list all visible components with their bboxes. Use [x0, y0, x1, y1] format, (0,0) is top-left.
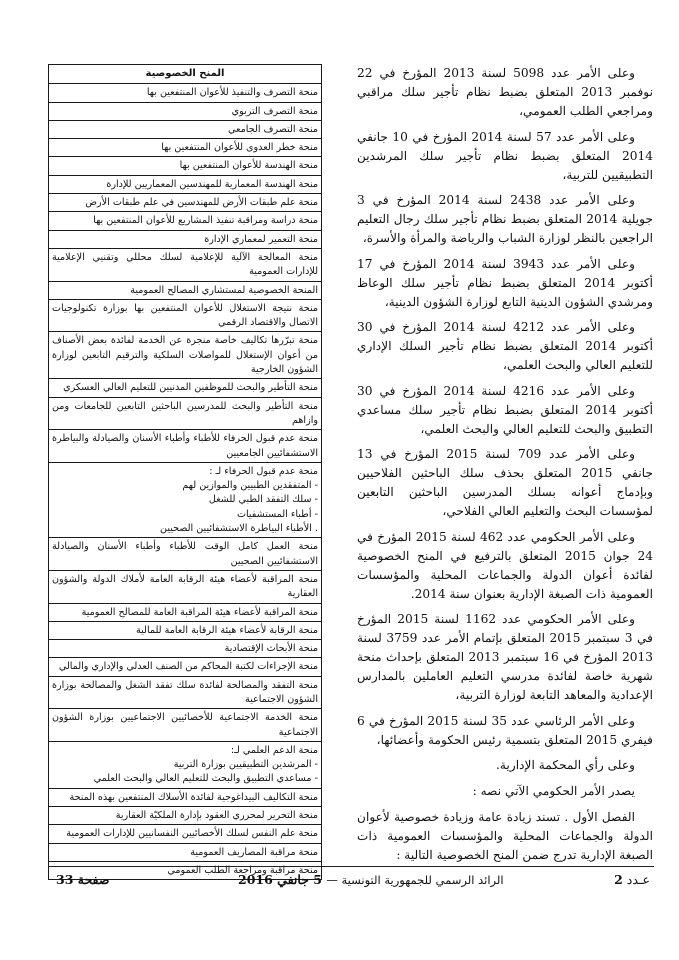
grant-name: منحة التعمير لمعماري الإدارة: [204, 233, 318, 245]
page-label: صفحة: [77, 872, 110, 887]
grant-cell: [49, 84, 322, 102]
grant-name: منحة علم النفس لسلك الأخصائيين النفسانيين للإدارات العمومية: [66, 828, 318, 840]
decree-paragraph: وعلى الأمر عدد 5098 لسنة 2013 المؤرخ في 22 نوفمبر 2013 المتعلق بضبط نظام تأجير سلك مراقبي ومراجعي الطلب العمومي،: [357, 66, 653, 118]
grant-cell: [49, 621, 322, 639]
grant-name: منحة الدعم العلمي لـ:: [230, 744, 318, 756]
table-row: [49, 538, 322, 571]
grant-name: منحة الهندسة المعمارية للمهندسين المعماريين للإدارة: [106, 178, 318, 190]
issue-value: 2: [614, 872, 623, 887]
grant-name: منحة العمل كامل الوقت للأطباء وأطباء الأسنان والصيادلة الاستشفائيين الصحيين: [52, 541, 318, 567]
grant-name: منحة عدم قبول الحرفاء للأطباء وأطباء الأسنان والصيادلة والبياطرة الاستشفائيين الجامعيين: [52, 433, 318, 459]
grant-cell: [49, 379, 322, 397]
footer-divider: [48, 866, 654, 867]
table-row: [49, 379, 322, 397]
grant-cell: [49, 194, 322, 212]
page-number: [56, 872, 109, 887]
issue-date: 5 جانفي 2016: [238, 872, 322, 887]
grant-name: منحة الرقابة لأعضاء هيئة الرقابة العامة للمالية: [136, 624, 318, 636]
grant-name: المنحة الخصوصية لمستشاري المصالح العمومية: [130, 284, 318, 296]
table-row: [49, 825, 322, 843]
page-value: 33: [56, 872, 74, 887]
grant-name: منحة الهندسة للأعوان المنتفعين بها: [179, 160, 318, 172]
table-row: [49, 603, 322, 621]
table-row: [49, 658, 322, 676]
table-header-row: [49, 65, 322, 84]
grant-cell: [49, 212, 322, 230]
table-row: [49, 212, 322, 230]
special-grants-table: [48, 64, 322, 880]
grant-cell: [49, 157, 322, 175]
grant-name: منحة علم طبقات الأرض للمهندسين في علم طبقات الأرض: [85, 197, 318, 209]
table-row: [49, 788, 322, 806]
journal-masthead: [238, 872, 504, 887]
grant-cell: [49, 102, 322, 120]
grant-name: منحة الأبحاث الإقتصادية: [224, 643, 318, 655]
grant-name: منحة التأطير والبحث للمدرسين الباحثين التابعين للجامعات ومن وازاهم: [52, 400, 318, 426]
journal-title: الرائد الرسمي للجمهورية التونسية —: [326, 873, 504, 887]
grant-cell: [49, 570, 322, 603]
decree-paragraph: وعلى الأمر عدد 4216 لسنة 2014 المؤرخ في 30 أكتوبر 2014 المتعلق بضبط نظام تأجير سلك مساعدي التطبيق والبحث للتعليم العالي والبحث العلمي،: [357, 383, 653, 436]
table-header: المنح الخصوصية: [49, 65, 322, 84]
decree-paragraph: الفصل الأول . تسند زيادة عامة وزيادة خصوصية لأعوان الدولة والجماعات المحلية والمؤسسات العمومية ذات الصبغة الإدارية تدرج ضمن المنح الخصوصية التالية :: [357, 810, 653, 862]
grant-cell: [49, 139, 322, 157]
grant-cell: [49, 397, 322, 430]
grant-cell: [49, 843, 322, 861]
grant-cell: [49, 230, 322, 248]
grant-cell: [49, 248, 322, 281]
grant-beneficiary: - مساعدي التطبيق والبحث للتعليم العالي والبحث العلمي: [93, 773, 318, 785]
grant-cell: [49, 807, 322, 825]
grant-name: منحة دراسة ومراقبة تنفيذ المشاريع للأعوان المنتفعين بها: [93, 215, 318, 227]
decree-text-column: [357, 64, 653, 872]
table-row: [49, 640, 322, 658]
grant-cell: [49, 299, 322, 332]
decree-paragraph: وعلى الأمر الحكومي عدد 462 لسنة 2015 المؤرخ في 24 جوان 2015 المتعلق بالترفيع في المنح الخصوصية لفائدة أعوان الدولة والجماعات المحلية والمؤسسات العمومية ذات الصبغة الإدارية بعنوان سنة 2014.: [357, 529, 653, 601]
grant-cell: [49, 603, 322, 621]
grant-cell: [49, 538, 322, 571]
decree-paragraph: وعلى الأمر عدد 2438 لسنة 2014 المؤرخ في 3 جويلية 2014 المتعلق بضبط نظام تأجير سلك رجال التعليم الراجعين بالنظر لوزارة الشباب والرياضة والمرأة والأسرة،: [357, 193, 654, 245]
table-row: [49, 84, 322, 102]
grant-name: منحة التصرف والتنفيذ للأعوان المنتفعين بها: [146, 87, 318, 99]
table-row: [49, 230, 322, 248]
grant-name: منحة مراقبة المصاريف العمومية: [190, 846, 318, 858]
table-row: [49, 397, 322, 430]
grant-name: منحة المعالجة الآلية للإعلامية لسلك محللي وتقنيي الإعلامية للإدارات العمومية: [52, 251, 318, 278]
grant-name: منحة المراقبة لأعضاء هيئة الرقابة العامة لأملاك الدولة والشؤون العقارية: [52, 573, 318, 600]
table-row: [49, 332, 322, 379]
grant-beneficiary: - سلك التفقد الطبي للشغل: [208, 494, 318, 506]
table-row: [49, 676, 322, 709]
grant-name: منحة الخدمة الاجتماعية للأخصائيين الاجتماعيين بوزارة الشؤون الاجتماعية: [52, 712, 318, 738]
decree-paragraph: وعلى الأمر الرئاسي عدد 35 لسنة 2015 المؤرخ في 6 فيفري 2015 المتعلق بتسمية رئيس الحكومة وأعضائها،: [357, 713, 653, 747]
decree-paragraph: وعلى الأمر عدد 57 لسنة 2014 المؤرخ في 10 جانفي 2014 المتعلق بضبط نظام تأجير سلك المرشدين التطبيقيين للتربية،: [357, 129, 653, 182]
grant-name: منحة التأطير والبحث للموظفين المدنيين للتعليم العالي العسكري: [63, 382, 318, 394]
grant-name: منحة الإجراءات لكتبة المحاكم من الصنف العدلي والإداري والمالي: [58, 661, 318, 673]
grant-cell: [49, 658, 322, 676]
grant-name: منحة تبرّرها تكاليف خاصة منجرة عن الخدمة لفائدة بعض الأصناف من أعوان الإستغلال للمواصلات السلكية والترقيم التابعين لوزارة الشؤون الخارجية: [52, 335, 318, 376]
grant-name: منحة خطر العدوى للأعوان المنتفعين بها: [161, 142, 318, 154]
grant-cell: [49, 120, 322, 138]
table-row: [49, 843, 322, 861]
decree-paragraph: وعلى الأمر عدد 3943 لسنة 2014 المؤرخ في 17 أكتوبر 2014 المتعلق بضبط نظام تأجير سلك الوعاظ ومرشدي الشؤون الدينية التابع لوزارة الشؤون الدينية،: [357, 256, 653, 309]
table-row: [49, 621, 322, 639]
grant-name: منحة التصرف التربوي: [231, 105, 318, 117]
table-row: [49, 281, 322, 299]
grant-cell: [49, 676, 322, 709]
table-row: [49, 120, 322, 138]
table-body: [49, 84, 322, 880]
table-row: [49, 194, 322, 212]
table-row: [49, 570, 322, 603]
table-row: [49, 248, 322, 281]
table-row: [49, 157, 322, 175]
grant-name: منحة عدم قبول الحرفاء لـ :: [209, 465, 318, 477]
grant-name: منحة التفقد والمصالحة لفائدة سلك تفقد الشغل والمصالحة بوزارة الشؤون الاجتماعية: [52, 679, 318, 705]
grant-name: منحة نتيجة الاستغلال للأعوان المنتفعين بها بوزارة تكنولوجيات الاتصال والاقتصاد الرقمي: [52, 302, 318, 329]
grant-name: منحة مراقبة ومراجعة الطلب العمومي: [167, 864, 318, 876]
table-row: [49, 807, 322, 825]
issue-label: عـدد: [626, 872, 650, 887]
table-row: [49, 139, 322, 157]
grant-cell: [49, 281, 322, 299]
table-row: [49, 299, 322, 332]
issue-number: [614, 872, 650, 887]
grant-cell: [49, 709, 322, 742]
table-row: [49, 462, 322, 537]
grant-beneficiary: - المتفقدين الطبيين والموازين لهم: [182, 480, 318, 492]
grant-beneficiary: - المرشدين التطبيقيين بوزارة التربية: [173, 759, 318, 771]
grant-name: منحة التكاليف البيداغوجية لفائدة الأسلاك المنتفعين بهذه المنحة: [69, 791, 318, 803]
table-row: [49, 741, 322, 788]
grant-name: منحة التصرف الجامعي: [228, 123, 318, 135]
decree-paragraph: يصدر الأمر الحكومي الآتي نصه :: [472, 784, 635, 798]
decree-paragraph: وعلى الأمر عدد 709 لسنة 2015 المؤرخ في 13 جانفي 2015 المتعلق بحذف سلك الباحثين الفلاحيين وبإدماج أعوانه بسلك المدرسين الباحثين التابعين لمؤسسات البحث والتعليم العالي الفلاحي،: [357, 447, 653, 518]
grant-name: منحة المراقبة لأعضاء هيئة المراقبة العامة للمصالح العمومية: [81, 606, 318, 618]
grant-cell: [49, 462, 322, 537]
grant-cell: [49, 825, 322, 843]
grant-cell: [49, 741, 322, 788]
grant-cell: [49, 175, 322, 193]
grant-cell: [49, 640, 322, 658]
grant-beneficiary: . الأطباء البياطرة الاستشفائيين الصحيين: [160, 523, 318, 535]
decree-paragraph: وعلى الأمر الحكومي عدد 1162 لسنة 2015 المؤرخ في 3 سبتمبر 2015 المتعلق بإتمام الأمر عدد 3759 لسنة 2013 المؤرخ في 16 سبتمبر 2013 المتعلق بإحداث منحة شهرية خاصة لفائدة مدرسي التعليم العاملين بالمدارس الإعدادية والمعاهد التابعة لوزارة التربية،: [357, 612, 654, 702]
grant-cell: [49, 430, 322, 463]
page-footer: [48, 872, 654, 892]
grant-cell: [49, 788, 322, 806]
table-row: [49, 430, 322, 463]
decree-paragraph: وعلى الأمر عدد 4212 لسنة 2014 المؤرخ في 30 أكتوبر 2014 المتعلق بضبط نظام تأجير السلك الإداري للتعليم العالي والبحث العلمي،: [357, 320, 653, 372]
grant-name: منحة التحرير لمحرري العقود بإدارة الملكيّة العقارية: [115, 810, 318, 822]
decree-paragraph: وعلى رأي المحكمة الإدارية.: [496, 758, 635, 772]
table-row: [49, 709, 322, 742]
table-row: [49, 175, 322, 193]
table-row: [49, 102, 322, 120]
grant-beneficiary: - أطباء المستشفيات: [236, 508, 318, 520]
grant-cell: [49, 332, 322, 379]
